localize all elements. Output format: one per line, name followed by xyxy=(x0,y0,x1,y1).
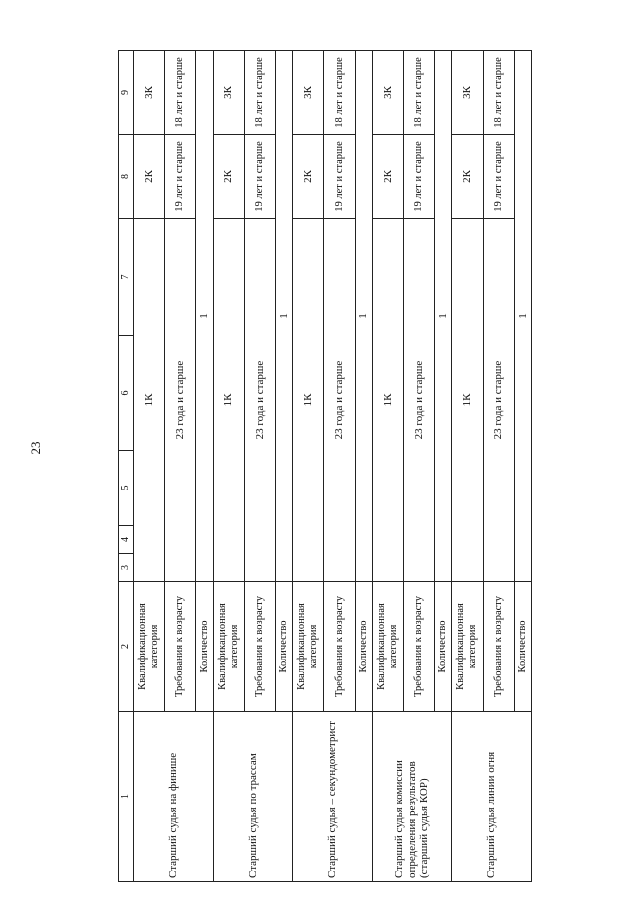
referee-role: Старший судья по трассам xyxy=(213,712,293,882)
referee-requirements-table xyxy=(118,50,532,882)
age-label: Требования к возрасту xyxy=(165,582,196,712)
qualification-label: Квалификационная категория xyxy=(293,582,324,712)
count-value: 1 xyxy=(355,51,372,582)
qualification-row xyxy=(372,51,403,882)
qualification-value: 1К xyxy=(134,219,165,582)
count-label: Количество xyxy=(355,582,372,712)
referee-role: Старший судья на финише xyxy=(134,712,214,882)
count-label: Количество xyxy=(196,582,213,712)
qualification-value-col9: 3К xyxy=(293,51,324,135)
age-value: 23 года и старше xyxy=(404,219,435,582)
qualification-value: 1К xyxy=(372,219,403,582)
qualification-label: Квалификационная категория xyxy=(213,582,244,712)
qualification-value-col8: 2К xyxy=(213,135,244,219)
qualification-value-col9: 3К xyxy=(372,51,403,135)
qualification-label: Квалификационная категория xyxy=(452,582,483,712)
age-value: 23 года и старше xyxy=(244,219,275,582)
qualification-value: 1К xyxy=(213,219,244,582)
qualification-label: Квалификационная категория xyxy=(372,582,403,712)
age-value-col8: 19 лет и старше xyxy=(165,135,196,219)
count-label: Количество xyxy=(435,582,452,712)
age-value: 23 года и старше xyxy=(483,219,514,582)
column-header: 6 xyxy=(119,336,134,451)
count-label: Количество xyxy=(514,582,531,712)
qualification-value: 1К xyxy=(452,219,483,582)
column-header: 3 xyxy=(119,554,134,582)
column-header: 7 xyxy=(119,219,134,336)
age-value-col8: 19 лет и старше xyxy=(404,135,435,219)
age-value: 23 года и старше xyxy=(165,219,196,582)
qualification-value: 1К xyxy=(293,219,324,582)
age-label: Требования к возрасту xyxy=(324,582,355,712)
count-value: 1 xyxy=(276,51,293,582)
qualification-value-col9: 3К xyxy=(452,51,483,135)
age-value-col8: 19 лет и старше xyxy=(324,135,355,219)
rotated-table-frame xyxy=(118,51,532,882)
qualification-value-col8: 2К xyxy=(452,135,483,219)
referee-role: Старший судья – секундометрист xyxy=(293,712,373,882)
count-label: Количество xyxy=(276,582,293,712)
qualification-value-col8: 2К xyxy=(372,135,403,219)
column-header: 4 xyxy=(119,526,134,554)
qualification-row xyxy=(213,51,244,882)
age-value-col9: 18 лет и старше xyxy=(483,51,514,135)
column-header: 9 xyxy=(119,51,134,135)
age-label: Требования к возрасту xyxy=(404,582,435,712)
qualification-value-col9: 3К xyxy=(213,51,244,135)
column-header: 5 xyxy=(119,451,134,526)
referee-role: Старший судья линии огня xyxy=(452,712,532,882)
column-header: 1 xyxy=(119,712,134,882)
qualification-value-col8: 2К xyxy=(293,135,324,219)
age-value-col9: 18 лет и старше xyxy=(324,51,355,135)
qualification-row xyxy=(134,51,165,882)
age-value: 23 года и старше xyxy=(324,219,355,582)
qualification-value-col9: 3К xyxy=(134,51,165,135)
qualification-label: Квалификационная категория xyxy=(134,582,165,712)
age-value-col8: 19 лет и старше xyxy=(244,135,275,219)
count-value: 1 xyxy=(514,51,531,582)
count-value: 1 xyxy=(196,51,213,582)
qualification-row xyxy=(293,51,324,882)
count-value: 1 xyxy=(435,51,452,582)
age-value-col9: 18 лет и старше xyxy=(404,51,435,135)
column-number-row xyxy=(119,51,134,882)
qualification-value-col8: 2К xyxy=(134,135,165,219)
age-value-col8: 19 лет и старше xyxy=(483,135,514,219)
age-value-col9: 18 лет и старше xyxy=(165,51,196,135)
qualification-row xyxy=(452,51,483,882)
referee-role: Старший судья комиссии определения результатов (старший судья КОР) xyxy=(372,712,452,882)
age-label: Требования к возрасту xyxy=(244,582,275,712)
age-value-col9: 18 лет и старше xyxy=(244,51,275,135)
page-number: 23 xyxy=(28,441,43,455)
column-header: 2 xyxy=(119,582,134,712)
column-header: 8 xyxy=(119,135,134,219)
table-container xyxy=(118,51,532,882)
age-label: Требования к возрасту xyxy=(483,582,514,712)
